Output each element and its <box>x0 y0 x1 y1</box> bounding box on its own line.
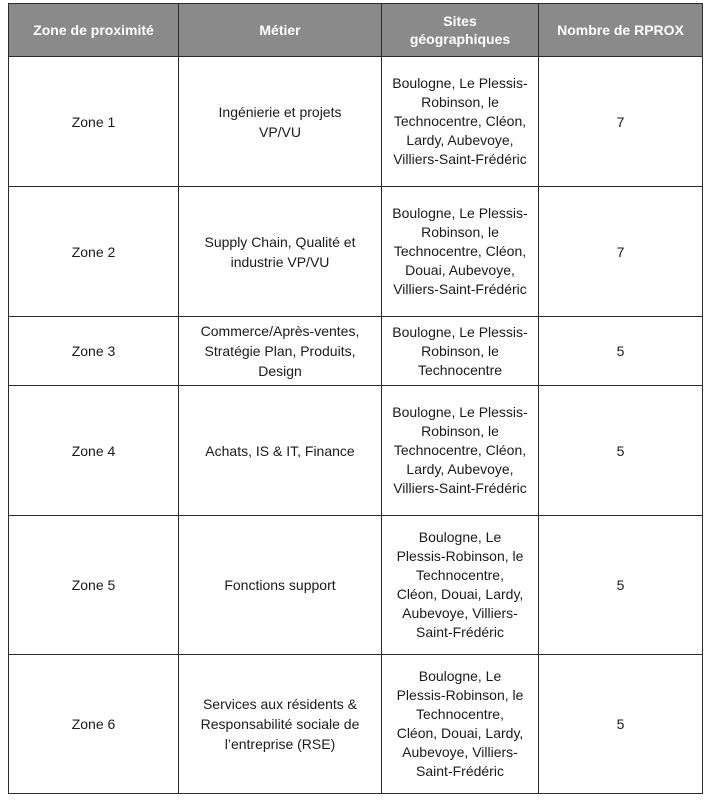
rprox-cell: 7 <box>539 57 703 187</box>
table-row <box>9 57 703 187</box>
table-row <box>9 655 703 794</box>
header-metier: Métier <box>179 4 382 57</box>
table-row <box>9 187 703 317</box>
sites-cell: Boulogne, Le Plessis-Robinson, le Technocentre, Cléon, Douai, Lardy, Aubevoye, Villiers-Saint-Frédéric <box>382 516 539 655</box>
table-row <box>9 516 703 655</box>
zone-cell: Zone 4 <box>9 386 179 516</box>
rprox-cell: 7 <box>539 187 703 317</box>
table-row <box>9 386 703 516</box>
rprox-cell: 5 <box>539 655 703 794</box>
zone-cell: Zone 1 <box>9 57 179 187</box>
header-sites: Sites géographiques <box>382 4 539 57</box>
sites-cell: Boulogne, Le Plessis-Robinson, le Technocentre, Cléon, Lardy, Aubevoye, Villiers-Saint-Frédéric <box>382 386 539 516</box>
sites-cell: Boulogne, Le Plessis-Robinson, le Technocentre, Cléon, Douai, Aubevoye, Villiers-Saint-Frédéric <box>382 187 539 317</box>
header-zone: Zone de proximité <box>9 4 179 57</box>
rprox-cell: 5 <box>539 317 703 386</box>
zones-table <box>8 3 703 794</box>
metier-cell: Fonctions support <box>179 516 382 655</box>
metier-cell: Ingénierie et projets VP/VU <box>179 57 382 187</box>
zone-cell: Zone 6 <box>9 655 179 794</box>
zone-cell: Zone 5 <box>9 516 179 655</box>
sites-cell: Boulogne, Le Plessis-Robinson, le Technocentre, Cléon, Lardy, Aubevoye, Villiers-Saint-Frédéric <box>382 57 539 187</box>
sites-cell: Boulogne, Le Plessis-Robinson, le Technocentre, Cléon, Douai, Lardy, Aubevoye, Villiers-Saint-Frédéric <box>382 655 539 794</box>
metier-cell: Services aux résidents & Responsabilité sociale de l’entreprise (RSE) <box>179 655 382 794</box>
sites-cell: Boulogne, Le Plessis-Robinson, le Technocentre <box>382 317 539 386</box>
header-row <box>9 4 703 57</box>
metier-cell: Supply Chain, Qualité et industrie VP/VU <box>179 187 382 317</box>
rprox-cell: 5 <box>539 386 703 516</box>
metier-cell: Achats, IS & IT, Finance <box>179 386 382 516</box>
rprox-cell: 5 <box>539 516 703 655</box>
zone-cell: Zone 3 <box>9 317 179 386</box>
metier-cell: Commerce/Après-ventes, Stratégie Plan, Produits, Design <box>179 317 382 386</box>
zone-cell: Zone 2 <box>9 187 179 317</box>
header-rprox: Nombre de RPROX <box>539 4 703 57</box>
table-row <box>9 317 703 386</box>
